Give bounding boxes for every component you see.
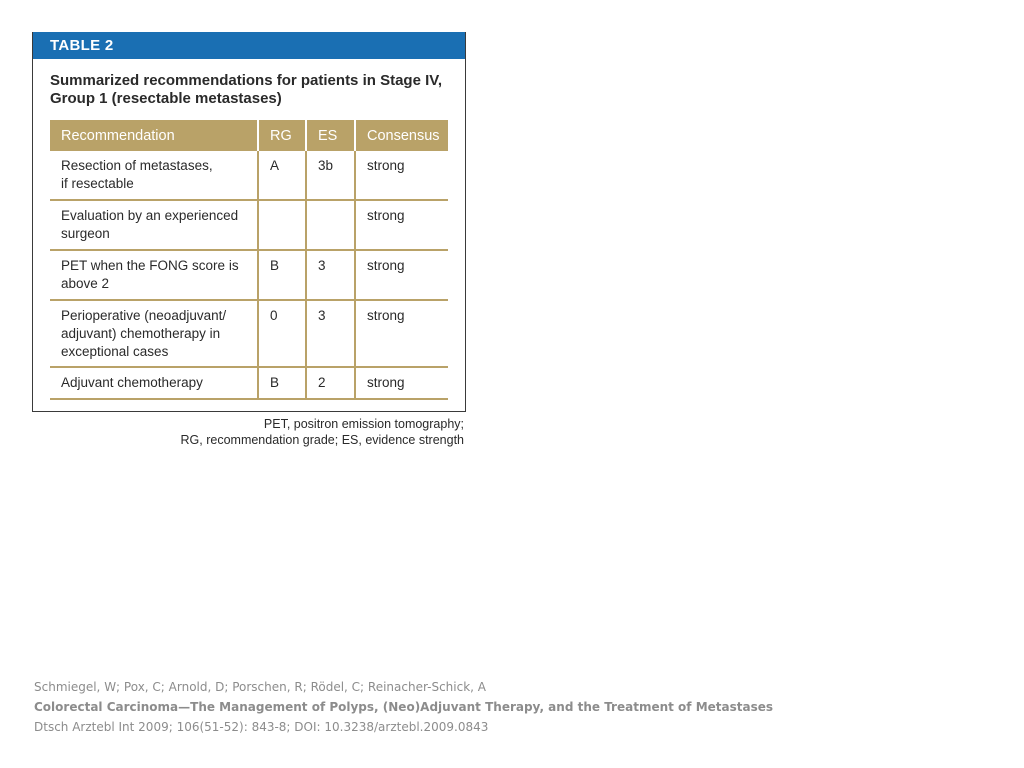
footnote-line: RG, recommendation grade; ES, evidence strength [180, 433, 464, 447]
table-figure [32, 32, 466, 412]
citation-authors: Schmiegel, W; Pox, C; Arnold, D; Porschen, R; Rödel, C; Reinacher-Schick, A [34, 680, 487, 694]
cell-rg: B [258, 367, 306, 399]
cell-es: 3b [306, 151, 355, 200]
cell-text-line: PET when the FONG score is [61, 258, 239, 273]
table-header-row [50, 120, 448, 151]
table-title-line: Summarized recommendations for patients in Stage IV, [50, 72, 443, 89]
cell-recommendation [50, 200, 258, 250]
cell-es [306, 200, 355, 250]
cell-rg: B [258, 250, 306, 300]
cell-text-line: Resection of metastases, [61, 158, 213, 173]
table-row [50, 200, 448, 250]
citation-title: Colorectal Carcinoma—The Management of Polyps, (Neo)Adjuvant Therapy, and the Treatment of Metastases [34, 700, 774, 714]
footnote-line: PET, positron emission tomography; [263, 417, 464, 431]
cell-rg: A [258, 151, 306, 200]
cell-es: 3 [306, 250, 355, 300]
cell-recommendation [50, 367, 258, 399]
cell-consensus: strong [355, 151, 448, 200]
cell-es: 3 [306, 300, 355, 367]
cell-recommendation [50, 151, 258, 200]
cell-text-line: Evaluation by an experienced [61, 208, 239, 223]
recommendations-table [50, 120, 448, 400]
table-row [50, 151, 448, 200]
cell-consensus: strong [355, 200, 448, 250]
header-es: ES [306, 120, 355, 151]
table-banner: TABLE 2 [33, 32, 465, 59]
table-title [50, 72, 450, 108]
table-footnote [160, 416, 464, 448]
cell-consensus: strong [355, 367, 448, 399]
citation-source: Dtsch Arztebl Int 2009; 106(51-52): 843-8; DOI: 10.3238/arztebl.2009.0843 [34, 720, 489, 734]
citation [34, 677, 773, 737]
cell-rg: 0 [258, 300, 306, 367]
table-row [50, 300, 448, 367]
header-recommendation: Recommendation [50, 120, 258, 151]
cell-consensus: strong [355, 300, 448, 367]
cell-consensus: strong [355, 250, 448, 300]
table-title-line: Group 1 (resectable metastases) [50, 90, 282, 107]
cell-text-line: if resectable [61, 176, 134, 191]
cell-text-line: surgeon [61, 226, 110, 241]
table-row [50, 250, 448, 300]
cell-text-line: Perioperative (neoadjuvant/ [61, 308, 227, 323]
cell-text-line: adjuvant) chemotherapy in [61, 326, 221, 341]
cell-recommendation [50, 250, 258, 300]
cell-text-line: exceptional cases [61, 344, 169, 359]
cell-es: 2 [306, 367, 355, 399]
table-row [50, 367, 448, 399]
cell-text-line: Adjuvant chemotherapy [61, 375, 203, 390]
header-consensus: Consensus [355, 120, 448, 151]
cell-text-line: above 2 [61, 276, 110, 291]
header-rg: RG [258, 120, 306, 151]
cell-recommendation [50, 300, 258, 367]
cell-rg [258, 200, 306, 250]
